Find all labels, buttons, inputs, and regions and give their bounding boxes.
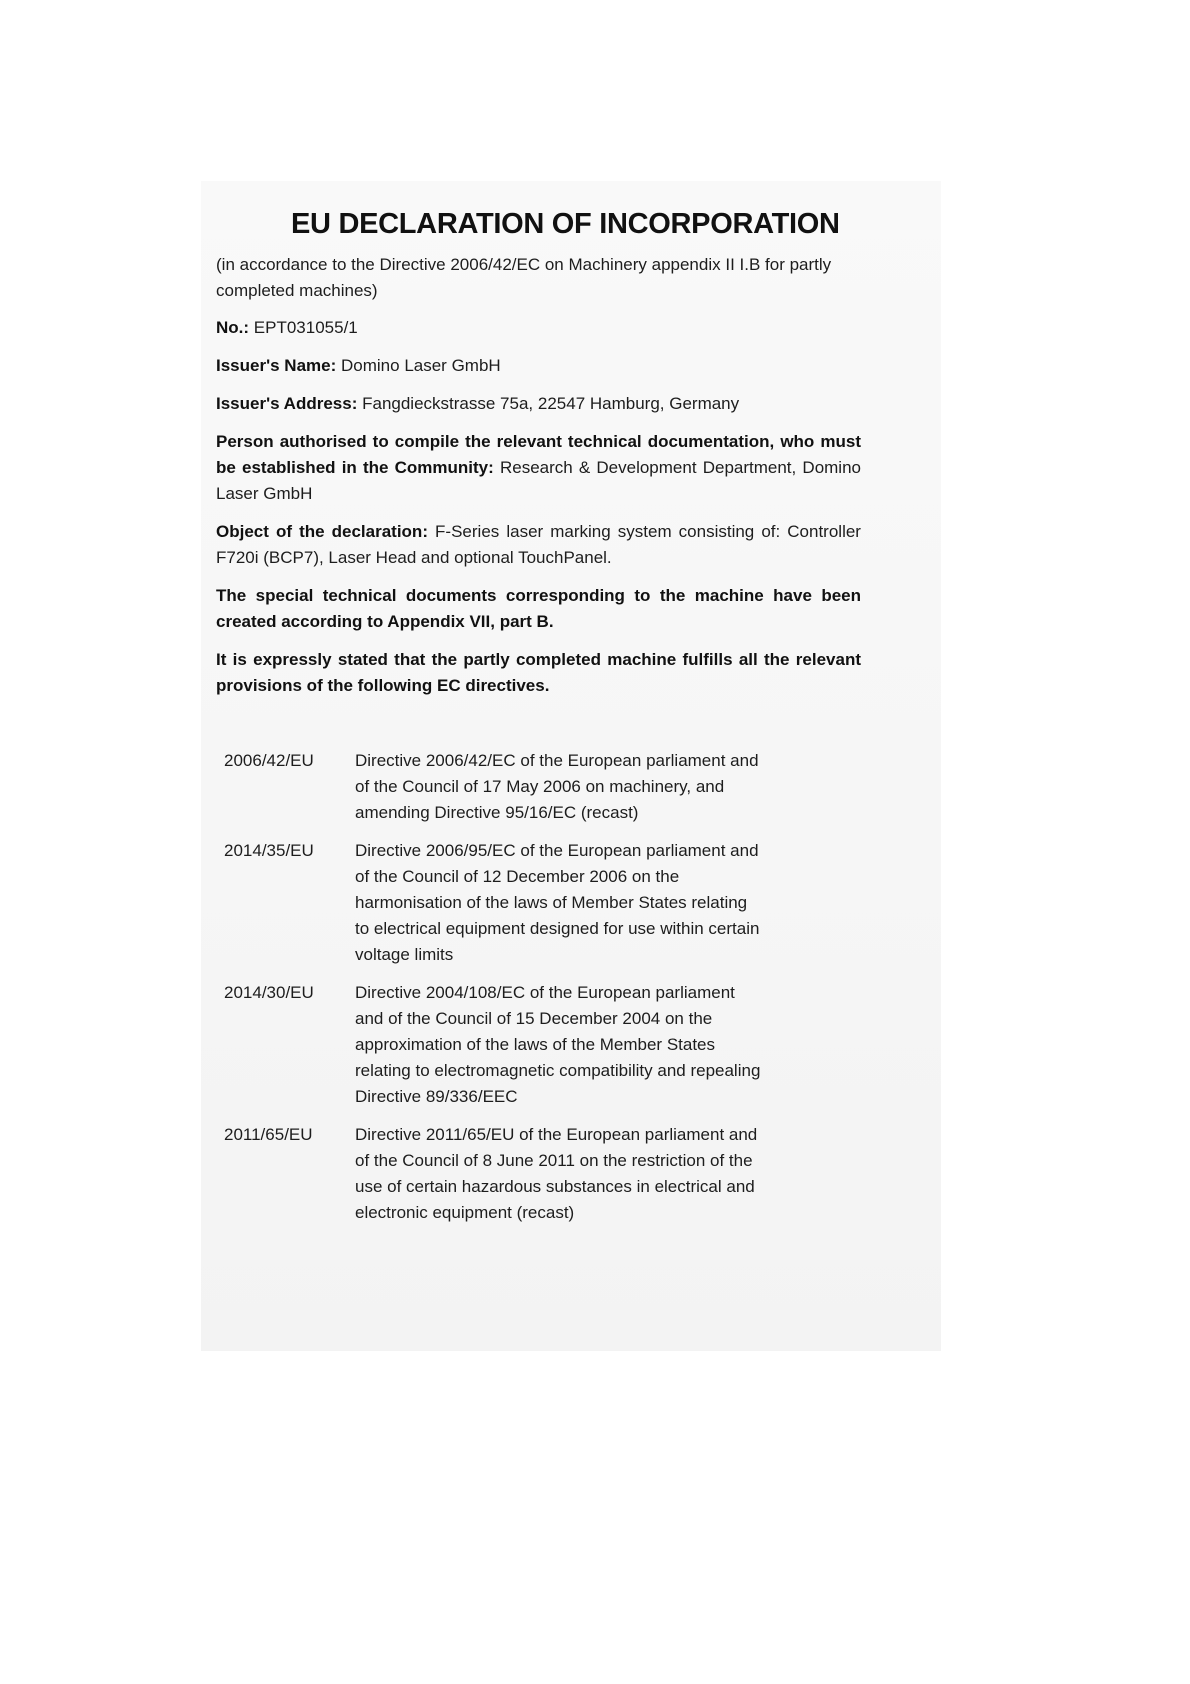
declaration-object [216,519,861,571]
issuer-name-label: Issuer's Name: [216,356,337,375]
directive-text: Directive 2006/95/EC of the European parliament and of the Council of 12 December 2006 on the harmonisation of the laws of Member States relating to electrical equipment designed for use within certain voltage limits [355,841,760,964]
directive-row [224,838,764,968]
declaration-object-value: F-Series laser marking system consisting of: Controller F720i (BCP7), Laser Head and optional TouchPanel. [216,522,861,567]
directive-code: 2011/65/EU [224,1125,313,1144]
directive-row [224,980,764,1110]
issuer-name [216,353,861,379]
directive-row [224,1122,764,1226]
authorised-person-value: Research & Development Department, Domino Laser GmbH [216,458,861,503]
declaration-object-label: Object of the declaration: [216,522,428,541]
issuer-address-label: Issuer's Address: [216,394,358,413]
directive-code: 2014/30/EU [224,983,314,1002]
document-title: EU DECLARATION OF INCORPORATION [291,208,840,240]
technical-documents-statement: The special technical documents corresponding to the machine have been created according to Appendix VII, part B. [216,586,861,631]
directive-text: Directive 2004/108/EC of the European parliament and of the Council of 15 December 2004 on the approximation of the laws of the Member States relating to electromagnetic compatibility and repealing Directive 89/336/EEC [355,983,761,1106]
directive-code: 2014/35/EU [224,841,314,860]
directive-row [224,748,764,826]
declaration-document [216,206,861,711]
issuer-name-value: Domino Laser GmbH [341,356,501,375]
directives-statement: It is expressly stated that the partly completed machine fulfills all the relevant provisions of the following EC directives. [216,650,861,695]
issuer-address-value: Fangdieckstrasse 75a, 22547 Hamburg, Germany [362,394,740,413]
directive-text: Directive 2011/65/EU of the European parliament and of the Council of 8 June 2011 on the restriction of the use of certain hazardous substances in electrical and electronic equipment (recast) [355,1125,758,1222]
authorised-person [216,429,861,507]
directive-code: 2006/42/EU [224,751,314,770]
document-subtitle: (in accordance to the Directive 2006/42/EC on Machinery appendix II I.B for partly completed machines) [216,255,832,300]
directive-text: Directive 2006/42/EC of the European parliament and of the Council of 17 May 2006 on machinery, and amending Directive 95/16/EC (recast) [355,751,759,822]
number-value: EPT031055/1 [253,318,358,337]
issuer-address [216,391,861,417]
directives-list [224,748,764,1238]
number-label: No.: [216,318,250,337]
document-number [216,315,861,341]
authorised-person-label: Person authorised to compile the relevant technical documentation, who must be established in the Community: [216,432,861,477]
